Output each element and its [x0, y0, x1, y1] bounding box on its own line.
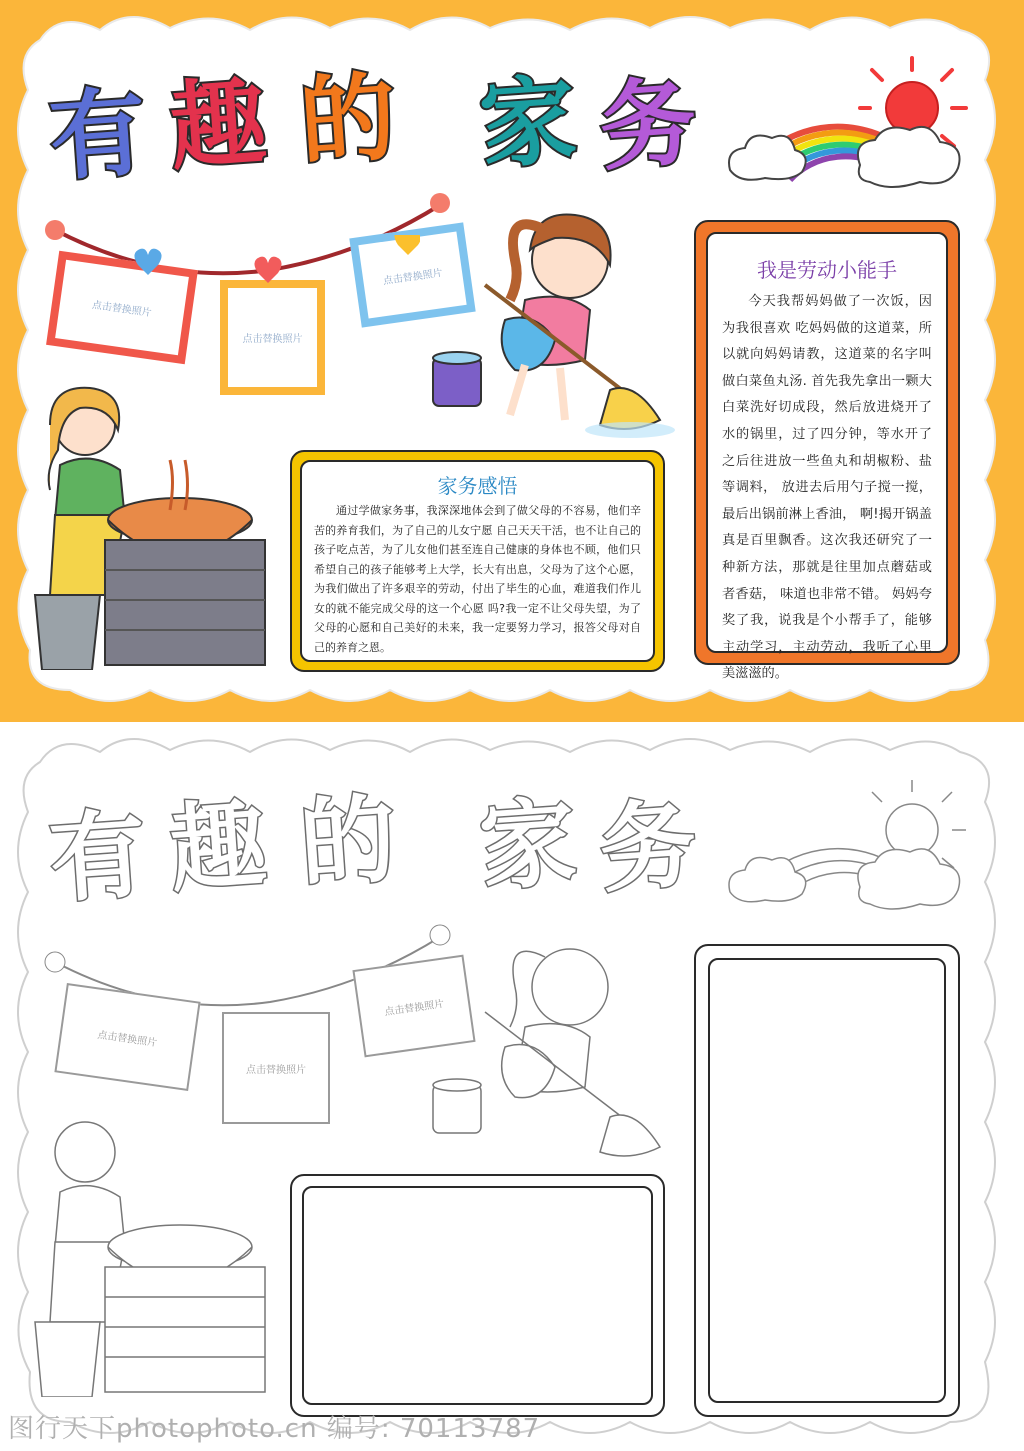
- rainbow-sun-icon: [720, 50, 990, 200]
- title-char-4: 家: [476, 63, 580, 183]
- lineart-poster: [0, 722, 1024, 1451]
- labor-title: 我是劳动小能手: [757, 258, 897, 282]
- photo-placeholder-label: 点击替换照片: [382, 267, 444, 287]
- colored-poster: [0, 0, 1024, 722]
- heart-clip-icon: [120, 235, 420, 315]
- blank-box-left-inner: [302, 1186, 653, 1405]
- title-char-3: 的: [296, 782, 400, 902]
- photo-placeholder-label: 点击替换照片: [96, 1029, 158, 1049]
- blank-box-right-inner: [708, 958, 946, 1403]
- blank-box-left: [290, 1174, 665, 1417]
- reflection-box: [290, 450, 665, 672]
- reflection-title: 家务感悟: [437, 474, 518, 498]
- photo-placeholder-outline-1[interactable]: [54, 983, 200, 1091]
- labor-box-inner: [706, 232, 948, 682]
- reflection-body: 通过学做家务事，我深深地体会到了做父母的不容易，他们辛苦的养育我们，为了自己的儿女宁愿 自己天天干活，也不让自己的孩子吃点苦，为了儿女他们甚至连自己健康的身体也不顾，他们只希望自己的孩子能够考上大学，长大有出息，父母为了这个心愿，为我们做出了许多艰辛的劳动，付出了毕生的心血，难道我们作儿女的就不能完成父母的这一个心愿 吗?我一定不让父母失望，为了父母的心愿和自己美好的未来，我一定要努力学习，报答父母对自己的养育之恩。: [314, 504, 641, 654]
- photo-placeholder-label: 点击替换照片: [242, 334, 303, 345]
- photo-placeholder-label: 点击替换照片: [91, 299, 153, 320]
- rainbow-sun-outline-icon: [720, 772, 990, 922]
- photo-placeholder-label: 点击替换照片: [383, 998, 445, 1018]
- girl-mopping-icon: [425, 190, 685, 440]
- woman-cooking-icon: [30, 380, 280, 670]
- reflection-box-inner: [300, 460, 655, 662]
- title-char-5: 务: [596, 787, 700, 907]
- woman-cooking-outline-icon: [30, 1107, 280, 1397]
- labor-box: [694, 220, 960, 682]
- title-char-1: 有: [46, 75, 150, 195]
- title-char-5: 务: [596, 65, 700, 185]
- blank-box-right: [694, 944, 960, 1417]
- title-char-1: 有: [46, 797, 150, 917]
- girl-mopping-outline-icon: [425, 917, 685, 1167]
- photo-placeholder-label: 点击替换照片: [246, 1064, 306, 1076]
- title-char-3: 的: [296, 60, 400, 180]
- labor-body: 今天我帮妈妈做了一次饭，因为我很喜欢 吃妈妈做的这道菜，所以就向妈妈请教，这道菜的名字叫做白菜鱼丸汤. 首先我先拿出一颗大白菜洗好切成段，然后放进烧开了水的锅里，过了四分钟，等水开了之后往进放一些鱼丸和胡椒粉、盐等调料， 放进去后用勺子搅一搅，最后出锅前淋上香油， 啊!揭开锅盖真是百里飘香。这次我还研究了一种新方法，那就是往里加点蘑菇或者香菇， 味道也非常不错。 妈妈夸奖了我，说我是个小帮手了，能够主动学习，主动劳动，我听了心里美滋滋的。: [722, 294, 932, 682]
- title-char-2: 趣: [166, 787, 270, 907]
- title-char-2: 趣: [166, 65, 270, 185]
- title-char-4: 家: [476, 785, 580, 905]
- watermark: 图行天下photophoto.cn 编号: 70113787: [8, 1414, 541, 1444]
